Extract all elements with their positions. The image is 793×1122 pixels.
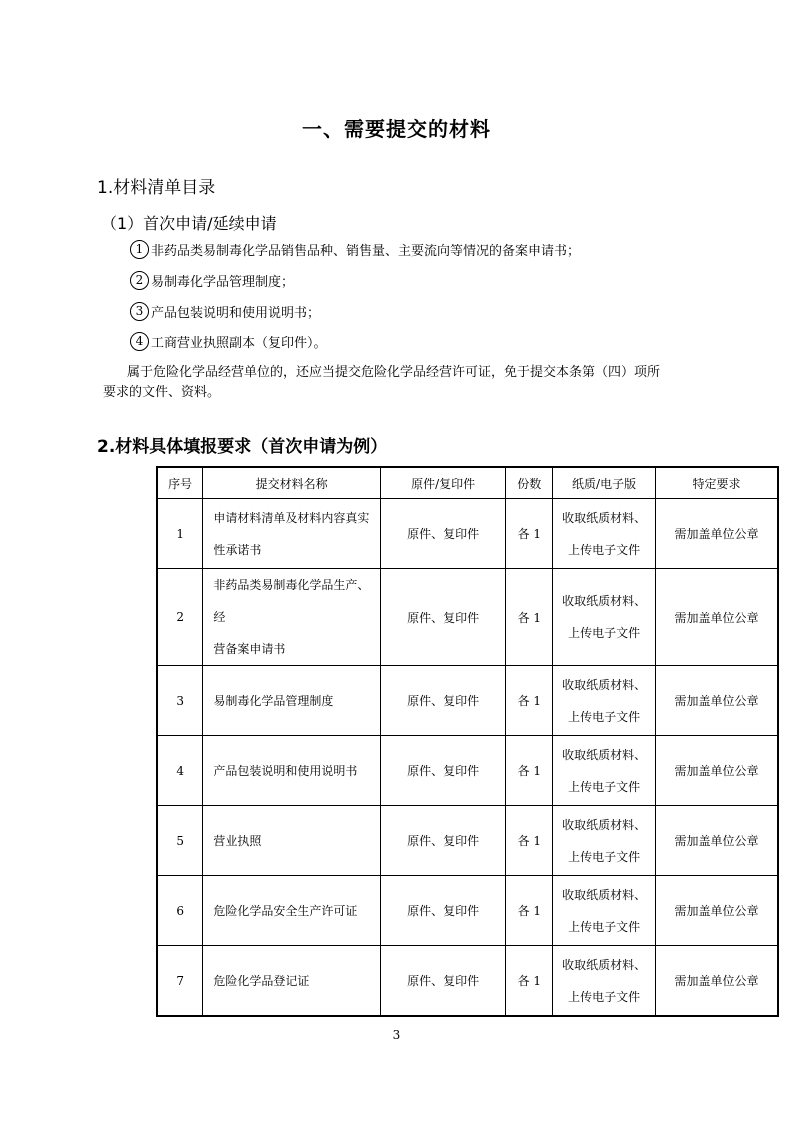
cell-special-requirement: 需加盖单位公章 (655, 569, 778, 666)
cell-paper-electronic (553, 946, 656, 1017)
table-row (157, 499, 778, 569)
paper-line-2: 上传电子文件 (568, 919, 641, 934)
paper-line-2: 上传电子文件 (568, 779, 641, 794)
paper-line-1: 收取纸质材料、 (562, 677, 647, 692)
table-row (157, 946, 778, 1017)
name-line-1: 危险化学品登记证 (213, 973, 310, 988)
list-item-text: 工商营业执照副本（复印件）。 (151, 336, 327, 351)
paper-line-2: 上传电子文件 (568, 989, 641, 1004)
cell-copies: 各 1 (506, 806, 553, 876)
note-line-2: 要求的文件、资料。 (103, 385, 221, 400)
paper-line-1: 收取纸质材料、 (562, 747, 647, 762)
cell-original-copy: 原件、复印件 (380, 876, 506, 946)
name-line-1: 非药品类易制毒化学品生产、经 (213, 578, 370, 624)
name-line-1: 申请材料清单及材料内容真实 (213, 510, 370, 525)
note-paragraph (103, 363, 707, 403)
paper-line-2: 上传电子文件 (568, 542, 641, 557)
cell-material-name (203, 946, 380, 1017)
circled-number: 1 (130, 240, 149, 259)
circled-number: 4 (130, 332, 149, 351)
paper-line-1: 收取纸质材料、 (562, 510, 647, 525)
name-line-1: 易制毒化学品管理制度 (213, 693, 334, 708)
cell-copies: 各 1 (506, 946, 553, 1017)
name-line-2: 性承诺书 (213, 542, 262, 557)
name-line-1: 产品包装说明和使用说明书 (213, 763, 358, 778)
header-cell-special-requirement: 特定要求 (655, 467, 778, 499)
cell-special-requirement: 需加盖单位公章 (655, 736, 778, 806)
cell-number: 7 (157, 946, 203, 1017)
list-item-text: 产品包装说明和使用说明书； (151, 306, 321, 321)
page-title: 一、需要提交的材料 (302, 117, 491, 141)
list-item (130, 332, 327, 351)
cell-original-copy: 原件、复印件 (380, 806, 506, 876)
table-header-row (157, 467, 778, 499)
cell-number: 1 (157, 499, 203, 569)
name-line-2: 营备案申请书 (213, 642, 286, 656)
page-number: 3 (392, 1028, 401, 1042)
section-heading-materials-list: 1.材料清单目录 (97, 178, 216, 198)
cell-special-requirement: 需加盖单位公章 (655, 946, 778, 1017)
cell-number: 4 (157, 736, 203, 806)
paper-line-1: 收取纸质材料、 (562, 957, 647, 972)
cell-special-requirement: 需加盖单位公章 (655, 806, 778, 876)
cell-copies: 各 1 (506, 876, 553, 946)
table-row (157, 736, 778, 806)
cell-number: 3 (157, 666, 203, 736)
table-row (157, 876, 778, 946)
cell-copies: 各 1 (506, 666, 553, 736)
cell-copies: 各 1 (506, 499, 553, 569)
cell-original-copy: 原件、复印件 (380, 569, 506, 666)
table-row (157, 666, 778, 736)
name-line-1: 危险化学品安全生产许可证 (213, 903, 358, 918)
header-cell-paper-electronic: 纸质/电子版 (553, 467, 656, 499)
list-item (130, 271, 294, 290)
cell-material-name (203, 666, 380, 736)
paper-line-2: 上传电子文件 (568, 626, 641, 640)
cell-paper-electronic (553, 569, 656, 666)
paper-line-2: 上传电子文件 (568, 709, 641, 724)
cell-paper-electronic (553, 876, 656, 946)
header-cell-original-copy: 原件/复印件 (380, 467, 506, 499)
cell-copies: 各 1 (506, 569, 553, 666)
header-cell-number: 序号 (157, 467, 203, 499)
list-item-text: 易制毒化学品管理制度； (151, 275, 295, 290)
cell-copies: 各 1 (506, 736, 553, 806)
table-row (157, 569, 778, 666)
cell-material-name (203, 876, 380, 946)
paper-line-1: 收取纸质材料、 (562, 887, 647, 902)
table-row (157, 806, 778, 876)
cell-number: 5 (157, 806, 203, 876)
section-heading-requirements: 2.材料具体填报要求（首次申请为例） (97, 437, 388, 457)
circled-number: 3 (130, 302, 149, 321)
cell-number: 2 (157, 569, 203, 666)
list-item (130, 302, 320, 321)
cell-original-copy: 原件、复印件 (380, 499, 506, 569)
note-line-1: 属于危险化学品经营单位的，还应当提交危险化学品经营许可证，免于提交本条第（四）项所 (127, 365, 661, 380)
header-cell-copies: 份数 (506, 467, 553, 499)
cell-material-name (203, 569, 380, 666)
cell-original-copy: 原件、复印件 (380, 946, 506, 1017)
cell-material-name (203, 736, 380, 806)
cell-original-copy: 原件、复印件 (380, 736, 506, 806)
paper-line-2: 上传电子文件 (568, 849, 641, 864)
name-line-1: 营业执照 (213, 833, 262, 848)
circled-number: 2 (130, 271, 149, 290)
cell-number: 6 (157, 876, 203, 946)
paper-line-1: 收取纸质材料、 (562, 817, 647, 832)
cell-special-requirement: 需加盖单位公章 (655, 876, 778, 946)
cell-special-requirement: 需加盖单位公章 (655, 499, 778, 569)
list-item-text: 非药品类易制毒化学品销售品种、销售量、主要流向等情况的备案申请书； (151, 244, 581, 259)
cell-material-name (203, 806, 380, 876)
subheading-application-type: （1）首次申请/延续申请 (101, 214, 277, 233)
cell-paper-electronic (553, 736, 656, 806)
paper-line-1: 收取纸质材料、 (562, 594, 647, 608)
cell-original-copy: 原件、复印件 (380, 666, 506, 736)
cell-paper-electronic (553, 666, 656, 736)
cell-paper-electronic (553, 499, 656, 569)
list-item (130, 240, 580, 259)
header-cell-material-name: 提交材料名称 (203, 467, 380, 499)
cell-material-name (203, 499, 380, 569)
cell-special-requirement: 需加盖单位公章 (655, 666, 778, 736)
requirements-table (156, 466, 779, 1017)
cell-paper-electronic (553, 806, 656, 876)
